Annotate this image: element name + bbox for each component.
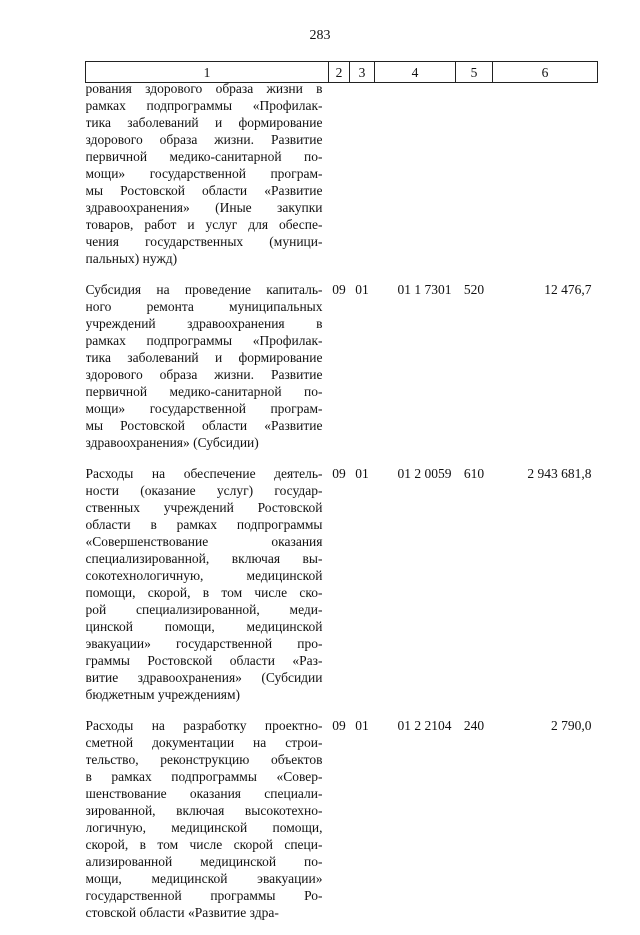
page-number: 283 xyxy=(0,28,640,44)
row-subsection-code: 01 xyxy=(350,465,375,717)
row-description xyxy=(86,281,329,465)
row-section-code: 09 xyxy=(329,465,350,717)
description-line: Расходы на разработку проектно- xyxy=(86,717,323,734)
description-line: стовской области «Развитие здра- xyxy=(86,904,323,921)
row-target-article: 01 2 2104 xyxy=(375,717,456,935)
description-line: граммы Ростовской области «Раз- xyxy=(86,652,323,669)
row-section-code: 09 xyxy=(329,281,350,465)
description-line: мощи» государственной програм- xyxy=(86,400,323,417)
table-row xyxy=(86,83,598,282)
column-header-6: 6 xyxy=(493,62,598,83)
description-line: помощи, скорой, в том числе ско- xyxy=(86,584,323,601)
row-amount: 12 476,7 xyxy=(493,281,598,465)
column-header-1: 1 xyxy=(86,62,329,83)
description-line: здорового образа жизни. Развитие xyxy=(86,366,323,383)
row-section-code xyxy=(329,83,350,282)
row-target-article: 01 2 0059 xyxy=(375,465,456,717)
column-header-5: 5 xyxy=(456,62,493,83)
description-line: мощи» государственной програм- xyxy=(86,165,323,182)
description-line: пальных) нужд) xyxy=(86,250,323,267)
description-line: тика заболеваний и формирование xyxy=(86,114,323,131)
row-amount xyxy=(493,83,598,282)
budget-table xyxy=(85,61,598,935)
description-line: рования здорового образа жизни в xyxy=(86,80,323,97)
table-row xyxy=(86,465,598,717)
description-line: сметной документации на строи- xyxy=(86,734,323,751)
row-amount: 2 943 681,8 xyxy=(493,465,598,717)
description-line: рой специализированной, меди- xyxy=(86,601,323,618)
description-line: первичной медико-санитарной по- xyxy=(86,383,323,400)
description-line: тика заболеваний и формирование xyxy=(86,349,323,366)
description-line: скорой, в том числе скорой специ- xyxy=(86,836,323,853)
description-line: бюджетным учреждениям) xyxy=(86,686,323,703)
description-line: Расходы на обеспечение деятель- xyxy=(86,465,323,482)
row-expense-type: 520 xyxy=(456,281,493,465)
table-row xyxy=(86,717,598,935)
description-line: товаров, работ и услуг для обеспе- xyxy=(86,216,323,233)
description-line: ного ремонта муниципальных xyxy=(86,298,323,315)
row-description xyxy=(86,717,329,935)
description-line: мы Ростовской области «Развитие xyxy=(86,417,323,434)
column-header-3: 3 xyxy=(350,62,375,83)
row-subsection-code xyxy=(350,83,375,282)
description-line: специализированной, включая вы- xyxy=(86,550,323,567)
description-line: сокотехнологичную, медицинской xyxy=(86,567,323,584)
description-line: тельство, реконструкцию объектов xyxy=(86,751,323,768)
description-line: эвакуации» государственной про- xyxy=(86,635,323,652)
description-line: рамках подпрограммы «Профилак- xyxy=(86,332,323,349)
description-line: шенствование оказания специали- xyxy=(86,785,323,802)
description-line: ственных учреждений Ростовской xyxy=(86,499,323,516)
row-description xyxy=(86,83,329,282)
row-subsection-code: 01 xyxy=(350,717,375,935)
row-description xyxy=(86,465,329,717)
description-line: мощи, медицинской эвакуации» xyxy=(86,870,323,887)
column-header-2: 2 xyxy=(329,62,350,83)
description-line: зированной, включая высокотехно- xyxy=(86,802,323,819)
row-target-article: 01 1 7301 xyxy=(375,281,456,465)
description-line: цинской помощи, медицинской xyxy=(86,618,323,635)
table-body xyxy=(86,83,598,935)
description-line: Субсидия на проведение капиталь- xyxy=(86,281,323,298)
description-line: учреждений здравоохранения в xyxy=(86,315,323,332)
description-line: витие здравоохранения» (Субсидии xyxy=(86,669,323,686)
description-line: ности (оказание услуг) государ- xyxy=(86,482,323,499)
description-line: в рамках подпрограммы «Совер- xyxy=(86,768,323,785)
row-subsection-code: 01 xyxy=(350,281,375,465)
description-line: чения государственных (муници- xyxy=(86,233,323,250)
description-line: мы Ростовской области «Развитие xyxy=(86,182,323,199)
row-amount: 2 790,0 xyxy=(493,717,598,935)
description-line: области в рамках подпрограммы xyxy=(86,516,323,533)
row-expense-type: 610 xyxy=(456,465,493,717)
description-line: здравоохранения» (Иные закупки xyxy=(86,199,323,216)
description-line: первичной медико-санитарной по- xyxy=(86,148,323,165)
table-row xyxy=(86,281,598,465)
description-line: государственной программы Ро- xyxy=(86,887,323,904)
description-line: здорового образа жизни. Развитие xyxy=(86,131,323,148)
row-target-article xyxy=(375,83,456,282)
description-line: рамках подпрограммы «Профилак- xyxy=(86,97,323,114)
row-expense-type xyxy=(456,83,493,282)
description-line: «Совершенствование оказания xyxy=(86,533,323,550)
row-expense-type: 240 xyxy=(456,717,493,935)
description-line: логичную, медицинской помощи, xyxy=(86,819,323,836)
row-section-code: 09 xyxy=(329,717,350,935)
column-header-4: 4 xyxy=(375,62,456,83)
description-line: ализированной медицинской по- xyxy=(86,853,323,870)
description-line: здравоохранения» (Субсидии) xyxy=(86,434,323,451)
